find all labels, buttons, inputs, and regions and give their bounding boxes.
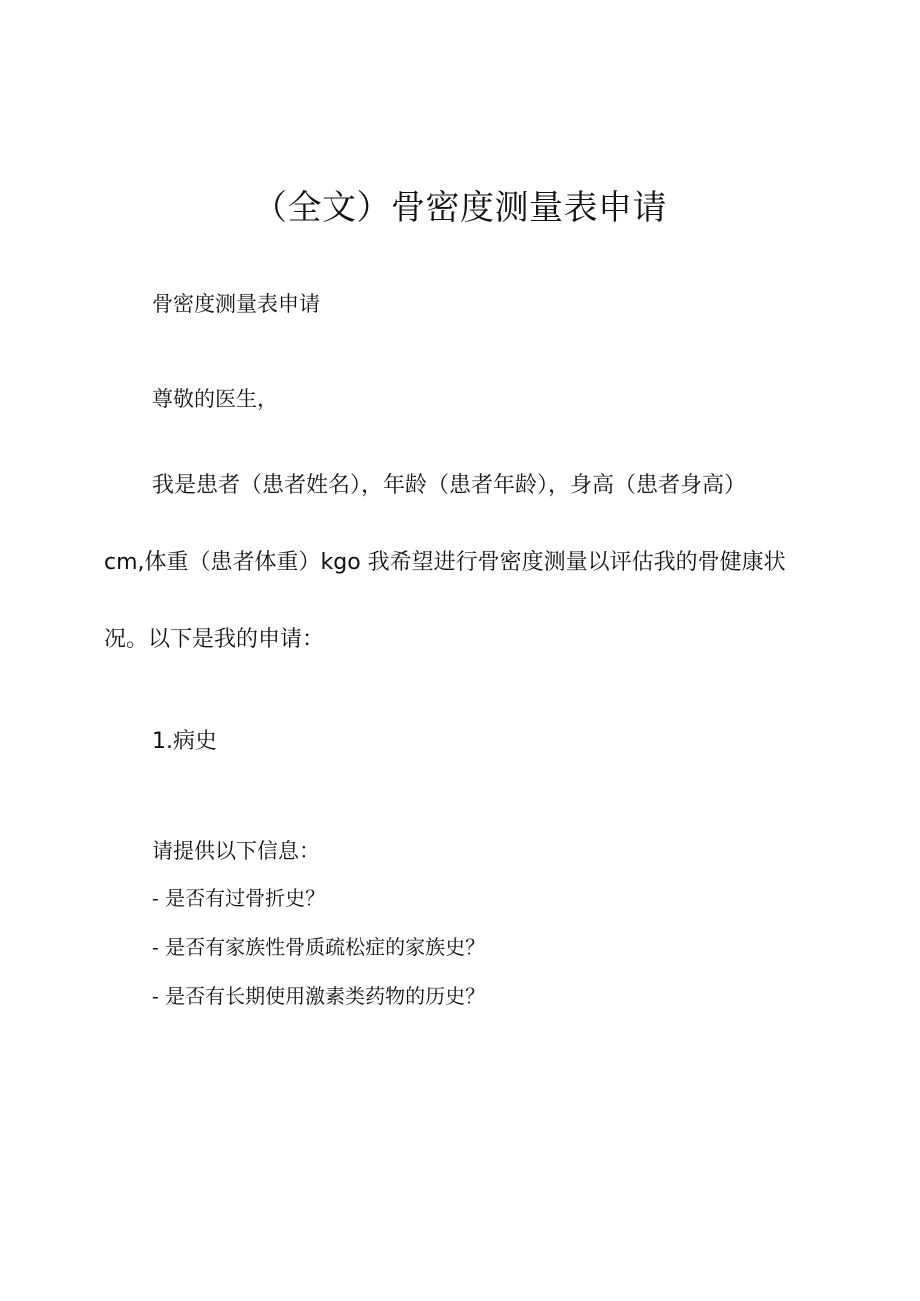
list-item: - 是否有过骨折史？ bbox=[152, 886, 326, 910]
section-heading: 1.病史 bbox=[152, 729, 217, 754]
greeting-text: 尊敬的医生， bbox=[152, 387, 278, 411]
document-title: （全文）骨密度测量表申请 bbox=[253, 188, 667, 228]
paragraph-line-2: cm,体重（患者体重）kgo 我希望进行骨密度测量以评估我的骨健康状 bbox=[104, 550, 786, 575]
list-item: - 是否有长期使用激素类药物的历史？ bbox=[152, 984, 486, 1008]
document-subtitle: 骨密度测量表申请 bbox=[152, 292, 320, 316]
paragraph-line-3: 况。以下是我的申请： bbox=[104, 627, 325, 652]
info-prompt: 请提供以下信息： bbox=[152, 839, 320, 863]
paragraph-line-1: 我是患者（患者姓名），年龄（患者年龄），身高（患者身高） bbox=[152, 473, 747, 498]
list-item: - 是否有家族性骨质疏松症的家族史？ bbox=[152, 935, 486, 959]
